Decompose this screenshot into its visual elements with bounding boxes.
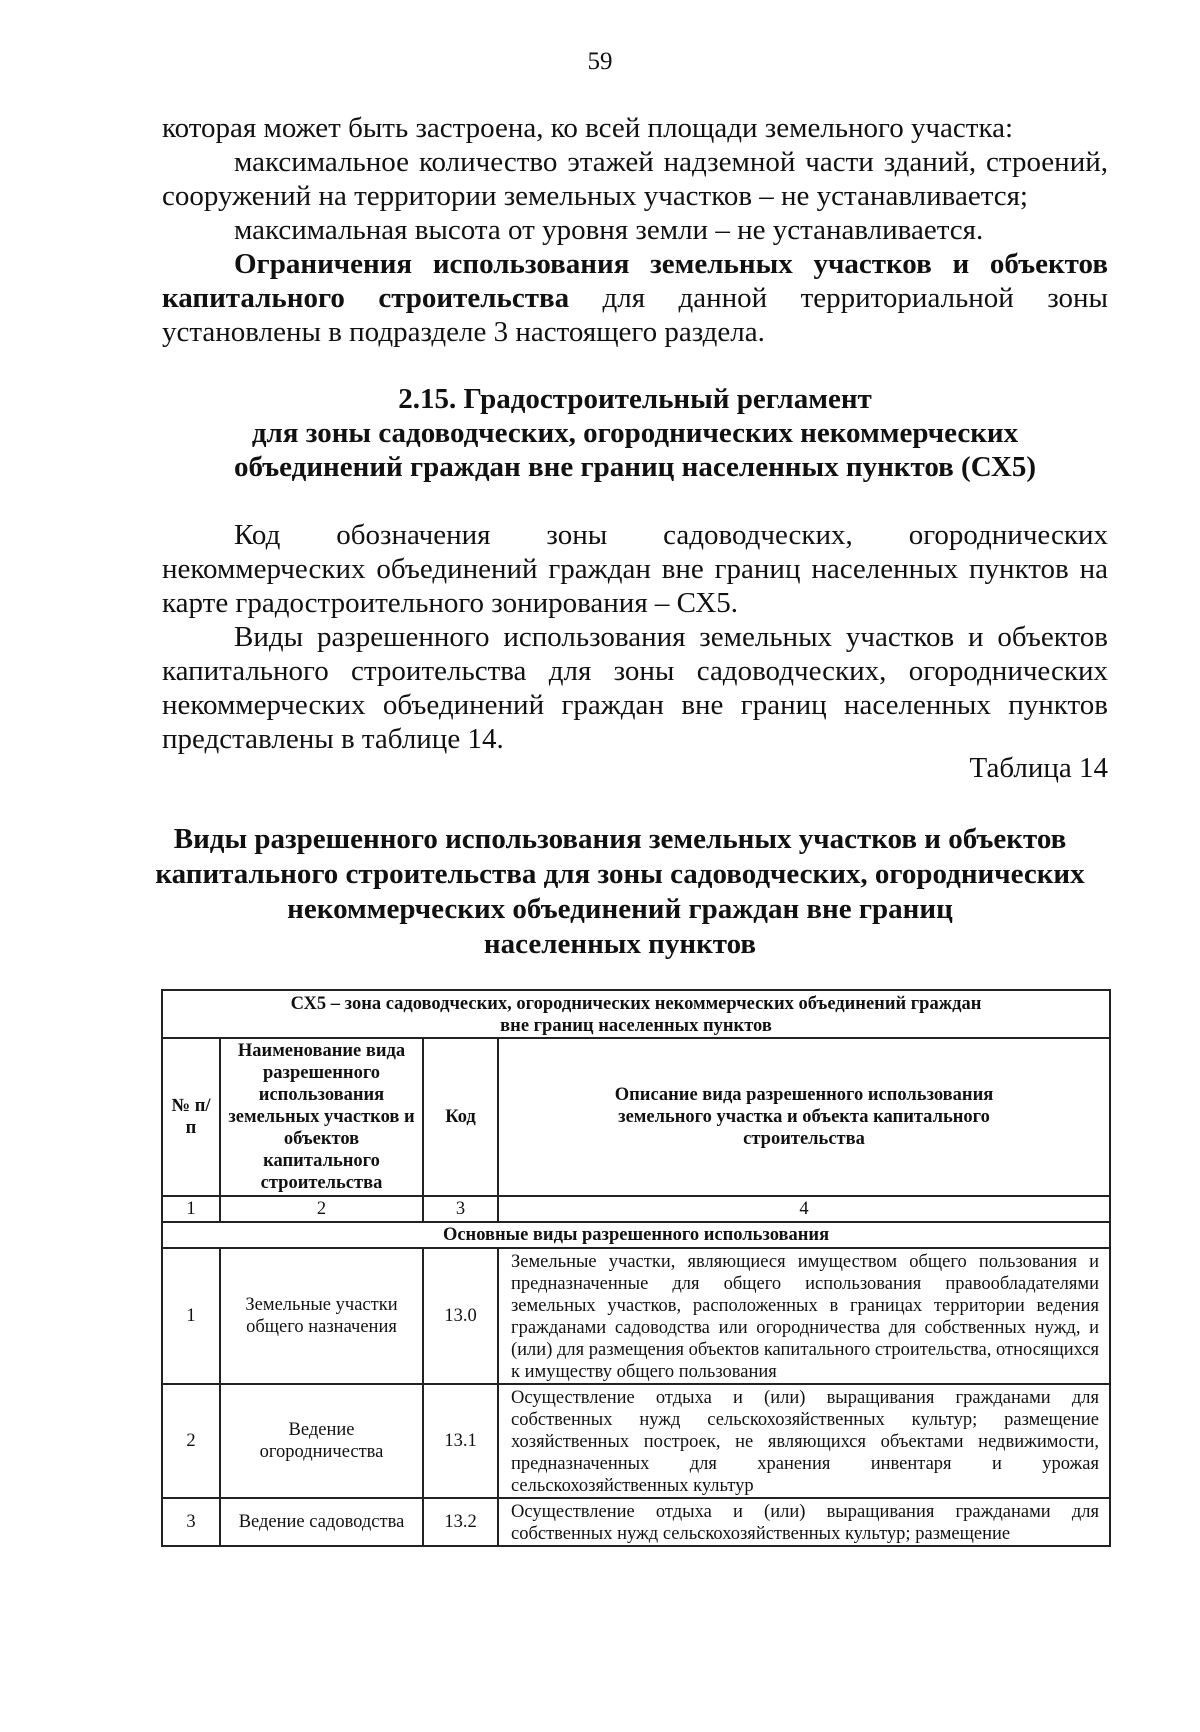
zone-code-paragraph: Код обозначения зоны садоводческих, огороднических некоммерческих объединений граждан вне границ населенных пунктов на карте градостроительного зонирования – СХ5. [162,519,1108,619]
table-label: Таблица 14 [969,752,1108,784]
column-number: 1 [162,1196,220,1222]
use-code: 13.2 [423,1498,498,1546]
table-title-line: капитального строительства для зоны садоводческих, огороднических [155,858,1085,890]
use-description: Осуществление отдыха и (или) выращивания гражданами для собственных нужд сельскохозяйственных культур; размещение хозяйственных построек, не являющихся объектами недвижимости, предназначенных для хранения инвентаря и урожая сельскохозяйственных культур [498,1384,1110,1498]
table-title-line: населенных пунктов [483,928,757,960]
uses-paragraph: Виды разрешенного использования земельных участков и объектов капитального строительства для зоны садоводческих, огороднических некоммерческих объединений граждан вне границ населенных пунктов представлены в таблице 14. [162,621,1108,755]
column-number-row [162,1196,1110,1222]
use-code: 13.0 [423,1248,498,1384]
group-title: Основные виды разрешенного использования [162,1222,1110,1248]
desc-column-header: Описание вида разрешенного использования земельного участка и объекта капитального строительства [498,1038,1110,1196]
table-row [162,1384,1110,1498]
zone-header-line: СХ5 – зона садоводческих, огороднических некоммерческих объединений граждан [290,994,982,1014]
table-title-line: некоммерческих объединений граждан вне границ [287,893,953,925]
use-name: Ведение садоводства [220,1498,423,1546]
row-number: 2 [162,1384,220,1498]
table-title [140,822,1100,962]
max-height-text: максимальная высота от уровня земли – не устанавливается. [234,214,984,246]
use-name: Ведение огородничества [220,1384,423,1498]
restrictions-text [162,247,1108,349]
num-column-header: № п/п [162,1038,220,1196]
intro-block [162,111,1108,349]
zone-header-line: вне границ населенных пунктов [500,1016,772,1036]
table-row [162,1498,1110,1546]
use-code: 13.1 [423,1384,498,1498]
use-description: Земельные участки, являющиеся имуществом общего пользования и предназначенные для общего использования правообладателями земельных участков, расположенных в границах территории ведения гражданами садоводства или огородничества для собственных нужд, и (или) для размещения объектов капитального строительства, относящихся к имуществу общего пользования [498,1248,1110,1384]
column-number: 3 [423,1196,498,1222]
column-number: 4 [498,1196,1110,1222]
column-header-row [162,1038,1110,1196]
zone-header-row [162,990,1110,1038]
page-number: 59 [587,48,613,75]
column-number: 2 [220,1196,423,1222]
table-title-line: Виды разрешенного использования земельных участков и объектов [173,823,1067,855]
section-heading-line: объединений граждан вне границ населенных пунктов (СХ5) [233,451,1037,483]
use-description: Осуществление отдыха и (или) выращивания гражданами для собственных нужд сельскохозяйственных культур; размещение [498,1498,1110,1546]
intro-line: которая может быть застроена, ко всей площади земельного участка: [162,112,1014,144]
row-number: 1 [162,1248,220,1384]
use-name: Земельные участки общего назначения [220,1248,423,1384]
restrictions-bold: Ограничения использования земельных участков и объектов капитального строительства [162,248,1108,314]
permitted-uses-table [161,989,1111,1547]
zone-header-cell [162,990,1110,1038]
row-number: 3 [162,1498,220,1546]
code-column-header: Код [423,1038,498,1196]
max-floors-text: максимальное количество этажей надземной части зданий, строений, сооружений на территории земельных участков – не устанавливается; [162,146,1108,212]
table-row [162,1248,1110,1384]
section-heading [162,382,1108,484]
group-title-row [162,1222,1110,1248]
name-column-header: Наименование вида разрешенного использования земельных участков и объектов капитального строительства [220,1038,423,1196]
section-heading-line: для зоны садоводческих, огороднических некоммерческих [251,417,1019,449]
body-block [162,518,1108,756]
restrictions-rest: для данной территориальной зоны установлены в подразделе 3 настоящего раздела. [162,282,1109,348]
section-heading-line: 2.15. Градостроительный регламент [398,383,872,415]
